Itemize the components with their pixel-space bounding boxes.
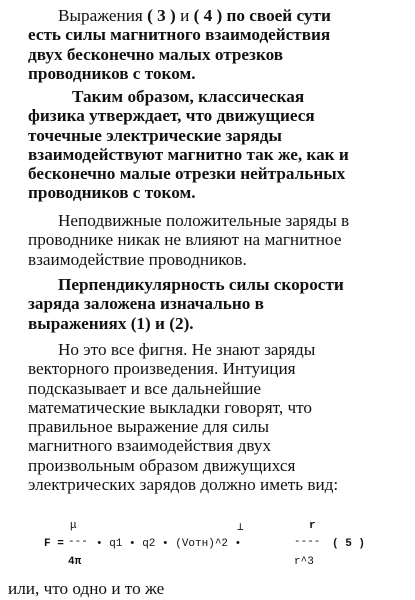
formula-r-fraction-line: ----: [294, 536, 321, 548]
p5-line-2: векторного произведения. Интуиция: [28, 359, 296, 379]
p5-line-5: правильное выражение для силы: [28, 417, 270, 437]
p3-line-3: взаимодействие проводников.: [28, 249, 247, 269]
paragraph-4: [28, 275, 408, 333]
formula-r-vector: r: [309, 520, 316, 532]
formula-fraction-line: ---: [68, 536, 88, 548]
p2-line-4: взаимодействуют магнитно так же, как и: [28, 144, 349, 164]
paragraph-3: [28, 211, 408, 269]
formula-body: • q1 • q2 • (Vотн)^2 •: [96, 538, 242, 550]
p4-line-1: Перпендикулярность силы скорости: [58, 275, 344, 294]
p2-line-1: Таким образом, классическая: [72, 87, 305, 106]
p5-line-7: произвольным образом движущихся: [28, 455, 296, 475]
trailing-text: или, что одно и то же: [8, 579, 165, 598]
p1-text-a: Выражения: [58, 6, 148, 25]
formula-four-pi: 4π: [68, 556, 82, 568]
eq-ref-4: ( 4 ): [193, 6, 223, 25]
p5-line-6: магнитного взаимодействия двух: [28, 436, 272, 456]
p2-line-6: проводников с током.: [28, 183, 196, 203]
p1-line-2: есть силы магнитного взаимодействия: [28, 25, 331, 45]
p1-line-4: проводников с током.: [28, 63, 196, 83]
p3-line-2: проводнике никак не влияют на магнитное: [28, 230, 342, 250]
p5-line-1: Но это все фигня. Не знают заряды: [58, 340, 316, 359]
p1-text-c: и: [175, 6, 194, 25]
p4-line-3: выражениях (1) и (2).: [28, 313, 194, 333]
formula-number: ( 5 ): [332, 538, 366, 550]
p1-line-1: [28, 6, 408, 25]
formula-5: [44, 520, 374, 576]
formula-perp-symbol: ⊥: [237, 522, 244, 534]
paragraph-5: [28, 340, 408, 494]
p5-line-3: подсказывает и все дальнейшие: [28, 378, 261, 398]
p2-line-5: бесконечно малые отрезки нейтральных: [28, 164, 346, 184]
p1-text-e: по своей сути: [222, 6, 331, 25]
p2-line-3: точечные электрические заряды: [28, 125, 282, 145]
p5-line-8: электрических зарядов должно иметь вид:: [28, 475, 339, 495]
p3-line-1: Неподвижные положительные заряды в: [58, 211, 350, 230]
p1-line-3: двух бесконечно малых отрезков: [28, 44, 284, 64]
paragraph-2: [28, 87, 408, 203]
paragraph-1: [28, 6, 408, 83]
p5-line-4: математические выкладки говорят, что: [28, 397, 312, 417]
eq-ref-3: ( 3 ): [147, 6, 176, 25]
p2-line-2: физика утверждает, что движущиеся: [28, 106, 315, 126]
formula-mu: μ: [70, 520, 77, 532]
formula-r-cubed: r^3: [294, 556, 314, 568]
formula-lhs: F =: [44, 538, 64, 550]
p4-line-2: заряда заложена изначально в: [28, 294, 264, 314]
